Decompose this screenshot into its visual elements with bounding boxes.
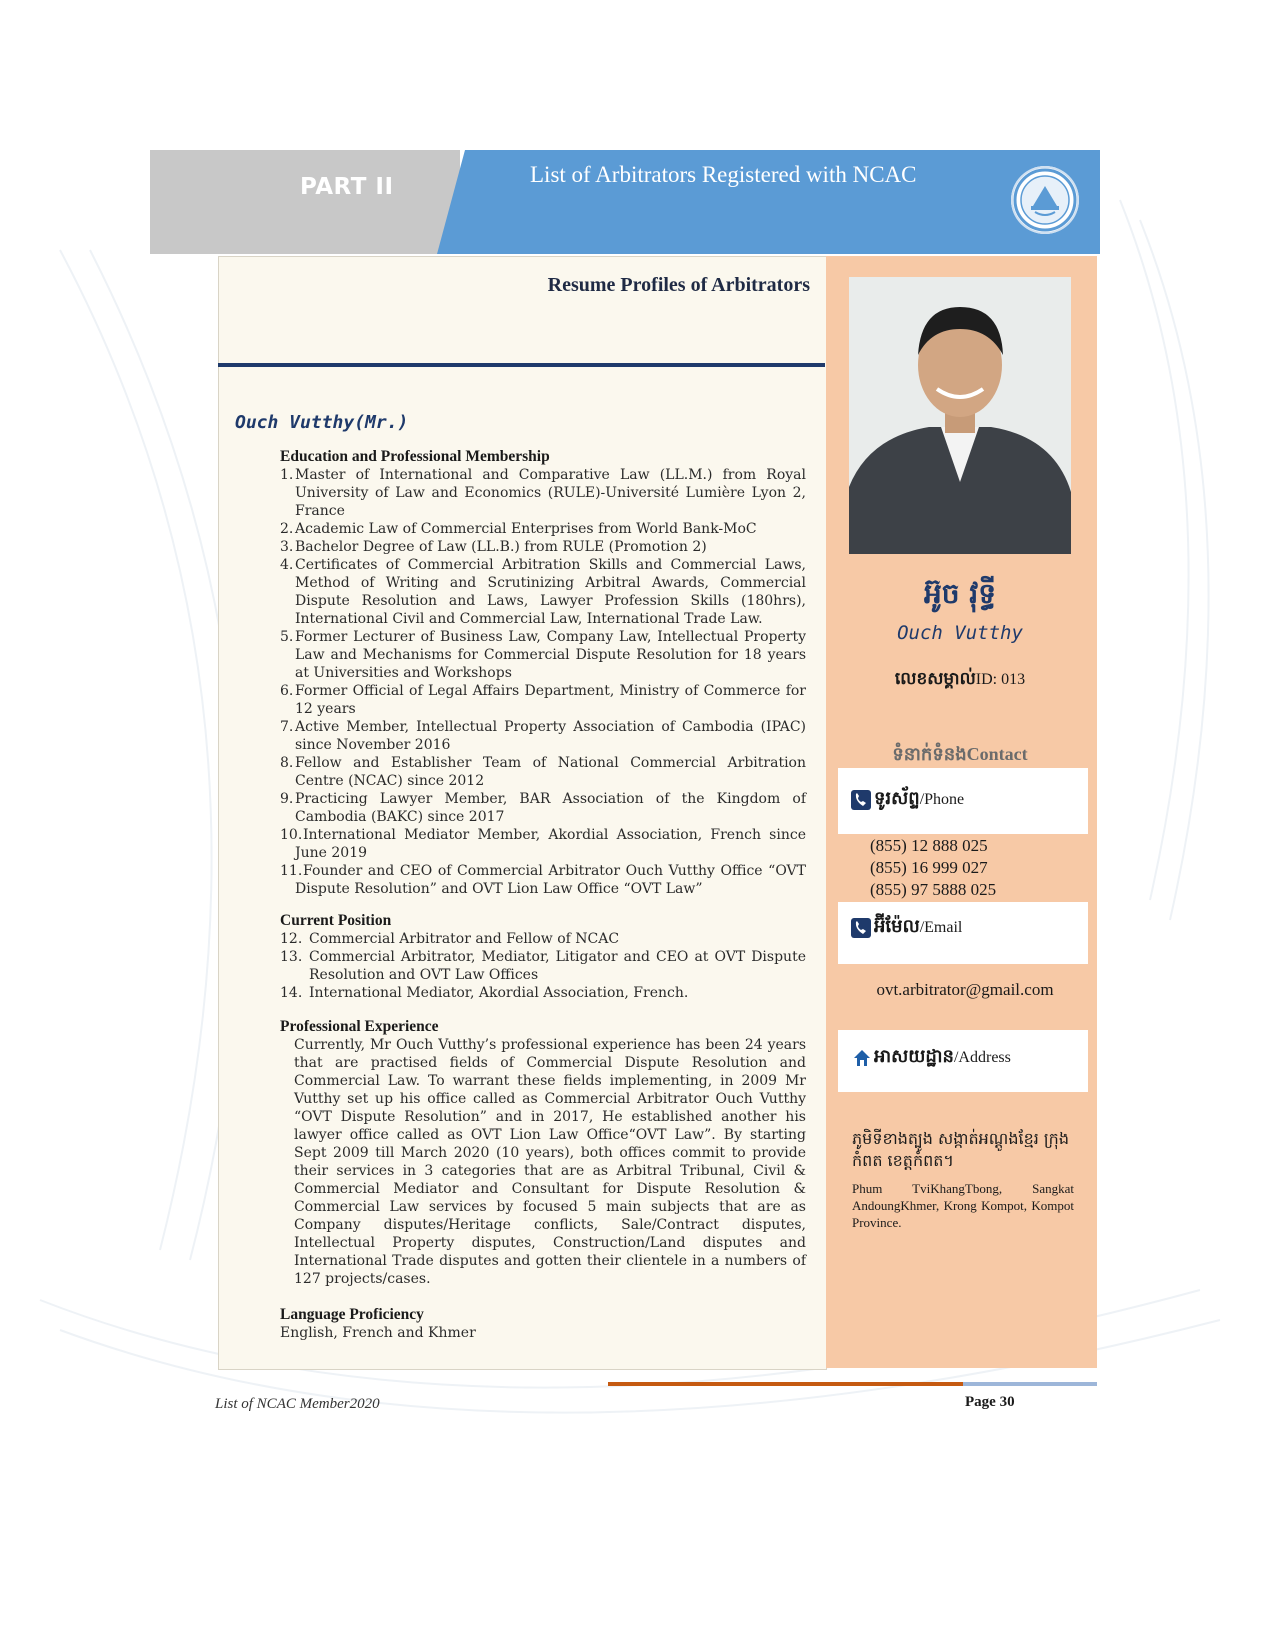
item-number: 11. xyxy=(280,863,303,879)
section-heading: Resume Profiles of Arbitrators xyxy=(547,274,810,296)
item-number: 6. xyxy=(280,683,294,699)
item-number: 1. xyxy=(280,467,294,483)
item-text: International Mediator Member, Akordial Association, French since June 2019 xyxy=(295,827,806,861)
item-number: 5. xyxy=(280,629,294,645)
phone-label xyxy=(850,786,964,813)
item-text: Practicing Lawyer Member, BAR Association of the Kingdom of Cambodia (BAKC) since 2017 xyxy=(295,791,806,825)
part-label: PART II xyxy=(300,174,394,200)
footer-document-title: List of NCAC Member2020 xyxy=(215,1396,380,1412)
address-label-text: /Address xyxy=(953,1049,1011,1066)
experience-title: Professional Experience xyxy=(280,1018,439,1035)
item-number: 4. xyxy=(280,557,294,573)
experience-text: Currently, Mr Ouch Vutthy’s professional experience has been 24 years that are practised fields of Commercial Dispute Resolution and Commercial Law. To warrant these fields implementing, in 2009 Mr Vutthy set up his office called as Commercial Arbitrator Ouch Vutthy “OVT Dispute Resolution” and in 2017, He established another his lawyer office called as OVT Lion Law Office“OVT Law”. By starting Sept 2009 till March 2020 (10 years), both offices commit to provide their services in 3 categories that are as Arbitral Tribunal, Civil & Commercial Mediator and Consultant for Dispute Resolution & Commercial Law services by focused 5 main subjects that are as Company disputes/Heritage conflicts, Sale/Contract disputes, Intellectual Property disputes, Construction/Land disputes and International Trade disputes and gotten their clientele in a numbers of 127 projects/cases. xyxy=(294,1037,806,1287)
education-title: Education and Professional Membership xyxy=(280,448,550,465)
item-number: 3. xyxy=(280,539,294,555)
phone-label-khmer: ទូរស័ព្ទ xyxy=(874,788,920,809)
page-number: Page 30 xyxy=(965,1394,1015,1410)
email-label xyxy=(850,914,962,941)
list-item xyxy=(280,628,806,682)
phone-label-text: /Phone xyxy=(919,791,965,808)
phone-number[interactable]: (855) 97 5888 025 xyxy=(870,880,997,899)
address-label xyxy=(852,1044,1011,1071)
address-label-khmer: អាសយដ្ឋាន xyxy=(874,1046,954,1067)
item-text: Fellow and Establisher Team of National Commercial Arbitration Centre (NCAC) since 2012 xyxy=(295,755,806,789)
list-item xyxy=(280,984,806,1002)
item-number: 7. xyxy=(280,719,294,735)
phone-number[interactable]: (855) 12 888 025 xyxy=(870,836,988,855)
list-item xyxy=(280,948,806,984)
list-item xyxy=(280,538,806,556)
phone-icon xyxy=(850,789,872,811)
item-text: Commercial Arbitrator, Mediator, Litigator and CEO at OVT Dispute Resolution and OVT Law Offices xyxy=(309,949,806,983)
item-text: Commercial Arbitrator and Fellow of NCAC xyxy=(309,931,620,947)
item-text: Bachelor Degree of Law (LL.B.) from RULE (Promotion 2) xyxy=(295,539,707,555)
item-text: Founder and CEO of Commercial Arbitrator Ouch Vutthy Office “OVT Dispute Resolution” and OVT Lion Law Office “OVT Law” xyxy=(295,863,806,897)
item-text: Master of International and Comparative Law (LL.M.) from Royal University of Law and Economics (RULE)-Université Lumière Lyon 2, France xyxy=(295,467,806,519)
ncac-seal-icon xyxy=(1011,166,1079,234)
list-item xyxy=(280,826,806,862)
language-title: Language Proficiency xyxy=(280,1306,424,1323)
list-item xyxy=(280,520,806,538)
list-item xyxy=(280,466,806,520)
email-address[interactable]: ovt.arbitrator@gmail.com xyxy=(876,980,1054,999)
item-text: International Mediator, Akordial Association, French. xyxy=(309,985,689,1001)
contact-label: Contact xyxy=(966,744,1028,764)
header-part-band xyxy=(150,150,460,254)
id-value: ID: 013 xyxy=(975,671,1026,688)
list-item xyxy=(280,790,806,826)
footer-rule-blue xyxy=(963,1382,1097,1386)
item-text: Active Member, Intellectual Property Association of Cambodia (IPAC) since November 2016 xyxy=(295,719,806,753)
item-number: 2. xyxy=(280,521,294,537)
item-number: 13. xyxy=(280,949,303,965)
home-icon xyxy=(852,1048,872,1068)
footer-rule-orange xyxy=(608,1382,963,1386)
item-number: 8. xyxy=(280,755,294,771)
item-number: 12. xyxy=(280,931,303,947)
current-position-list xyxy=(280,930,806,1002)
contact-label-khmer: ទំនាក់ទំនង xyxy=(892,744,967,765)
ncac-logo xyxy=(1011,166,1079,234)
email-label-text: /Email xyxy=(919,919,963,936)
current-position-title: Current Position xyxy=(280,912,392,929)
item-text: Academic Law of Commercial Enterprises from World Bank-MoC xyxy=(295,521,757,537)
language-text: English, French and Khmer xyxy=(280,1325,476,1341)
heading-divider xyxy=(218,363,825,367)
profile-photo xyxy=(849,277,1071,554)
item-number: 10. xyxy=(280,827,303,843)
person-portrait-icon xyxy=(849,277,1071,554)
name-khmer: អ៊ូច វុទ្ធី xyxy=(924,577,996,610)
phone-number[interactable]: (855) 16 999 027 xyxy=(870,858,988,877)
email-label-khmer: អ៊ីម៉ែល xyxy=(874,916,920,937)
address-khmer: ភូមិទីខាងត្បូង សង្កាត់អណ្តូងខ្មែរ ក្រុងកំពត ខេត្តកំពត។ xyxy=(852,1129,1069,1170)
item-text: Former Lecturer of Business Law, Company Law, Intellectual Property Law and Mechanisms for Commercial Dispute Resolution for 18 years at Universities and Workshops xyxy=(295,629,806,681)
banner-title: List of Arbitrators Registered with NCAC xyxy=(530,162,917,187)
item-number: 14. xyxy=(280,985,303,1001)
name-english: Ouch Vutthy xyxy=(897,622,1023,644)
list-item xyxy=(280,930,806,948)
person-name: Ouch Vutthy(Mr.) xyxy=(235,412,409,433)
education-list xyxy=(280,466,806,898)
contact-heading xyxy=(840,742,1080,769)
list-item xyxy=(280,718,806,754)
item-text: Former Official of Legal Affairs Department, Ministry of Commerce for 12 years xyxy=(295,683,806,717)
arbitrator-id xyxy=(840,668,1080,693)
list-item xyxy=(280,862,806,898)
address-english: Phum TviKhangTbong, Sangkat AndoungKhmer, Krong Kompot, Kompot Province. xyxy=(852,1181,1074,1230)
list-item xyxy=(280,556,806,628)
list-item xyxy=(280,682,806,718)
item-number: 9. xyxy=(280,791,294,807)
list-item xyxy=(280,754,806,790)
email-icon xyxy=(850,917,872,939)
item-text: Certificates of Commercial Arbitration Skills and Commercial Laws, Method of Writing and Scrutinizing Arbitral Awards, Commercial Dispute Resolution and Laws, Lawyer Profession Skills (180hrs), International Civil and Commercial Law, International Trade Law. xyxy=(295,557,806,627)
id-label-khmer: លេខសម្គាល់ xyxy=(894,669,976,689)
